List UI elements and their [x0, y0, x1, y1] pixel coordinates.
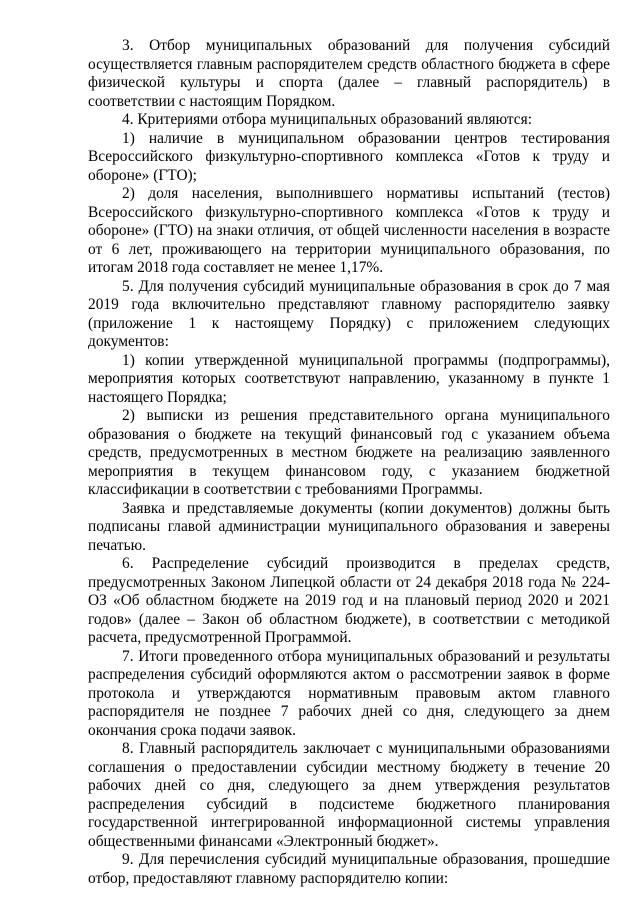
paragraph-7-results: 7. Итоги проведенного отбора муниципальных образований и результаты распределения субсидий оформляются актом о рассмотрении заявок в форме протокола и утверждаются нормативным правовым актом главного распорядителя не позднее 7 рабочих дней со дня, следующего за днем окончания срока подачи заявок.: [88, 647, 610, 739]
criteria-item-2: 2) доля населения, выполнившего нормативы испытаний (тестов) Всероссийского физкультурно-спортивного комплекса «Готов к труду и обороне» (ГТО) на знаки отличия, от общей численности населения в возрасте от 6 лет, проживающего на территории муниципального образования, по итогам 2018 года составляет не менее 1,17%.: [88, 185, 610, 276]
paragraph-5-application: 5. Для получения субсидий муниципальные образования в срок до 7 мая 2019 года включительно представляют главному распорядителю заявку (приложение 1 к настоящему Порядку) с приложением следующих документов:: [88, 277, 610, 350]
document-page: [88, 37, 610, 888]
paragraph-4-criteria: 4. Критериями отбора муниципальных образований являются:: [122, 111, 532, 128]
paragraph-8-agreements: 8. Главный распорядитель заключает с муниципальными образованиями соглашения о предоставлении субсидии местному бюджету в течение 20 рабочих дней со дня, следующего за днем утверждения результатов распределения субсидий в подсистеме бюджетного планирования государственной интегрированной информационной системы управления общественными финансами «Электронный бюджет».: [88, 740, 610, 850]
paragraph-3-selection: 3. Отбор муниципальных образований для получения субсидий осуществляется главным распорядителем средств областного бюджета в сфере физической культуры и спорта (далее – главный распорядитель) в соответствии с настоящим Порядком.: [88, 37, 610, 110]
paragraph-9-transfer: 9. Для перечисления субсидий муниципальные образования, прошедшие отбор, предоставляют главному распорядителю копии:: [88, 851, 610, 887]
document-item-2: 2) выписки из решения представительного органа муниципального образования о бюджете на текущий финансовый год с указанием объема средств, предусмотренных в местном бюджете на реализацию заявленного мероприятия в текущем финансовом году, с указанием бюджетной классификации в соответствии с требованиями Программы.: [88, 407, 610, 498]
criteria-item-1: 1) наличие в муниципальном образовании центров тестирования Всероссийского физкультурно-спортивного комплекса «Готов к труду и обороне» (ГТО);: [88, 129, 610, 184]
paragraph-6-distribution: 6. Распределение субсидий производится в пределах средств, предусмотренных Законом Липецкой области от 24 декабря 2018 года № 224-ОЗ «Об областном бюджете на 2019 год и на плановый период 2020 и 2021 годов» (далее – Закон об областном бюджете), в соответствии с методикой расчета, предусмотренной Программой.: [88, 555, 610, 646]
document-item-1: 1) копии утвержденной муниципальной программы (подпрограммы), мероприятия которых соответствуют направлению, указанному в пункте 1 настоящего Порядка;: [88, 351, 610, 406]
paragraph-signature-requirement: Заявка и представляемые документы (копии документов) должны быть подписаны главой администрации муниципального образования и заверены печатью.: [88, 499, 610, 554]
